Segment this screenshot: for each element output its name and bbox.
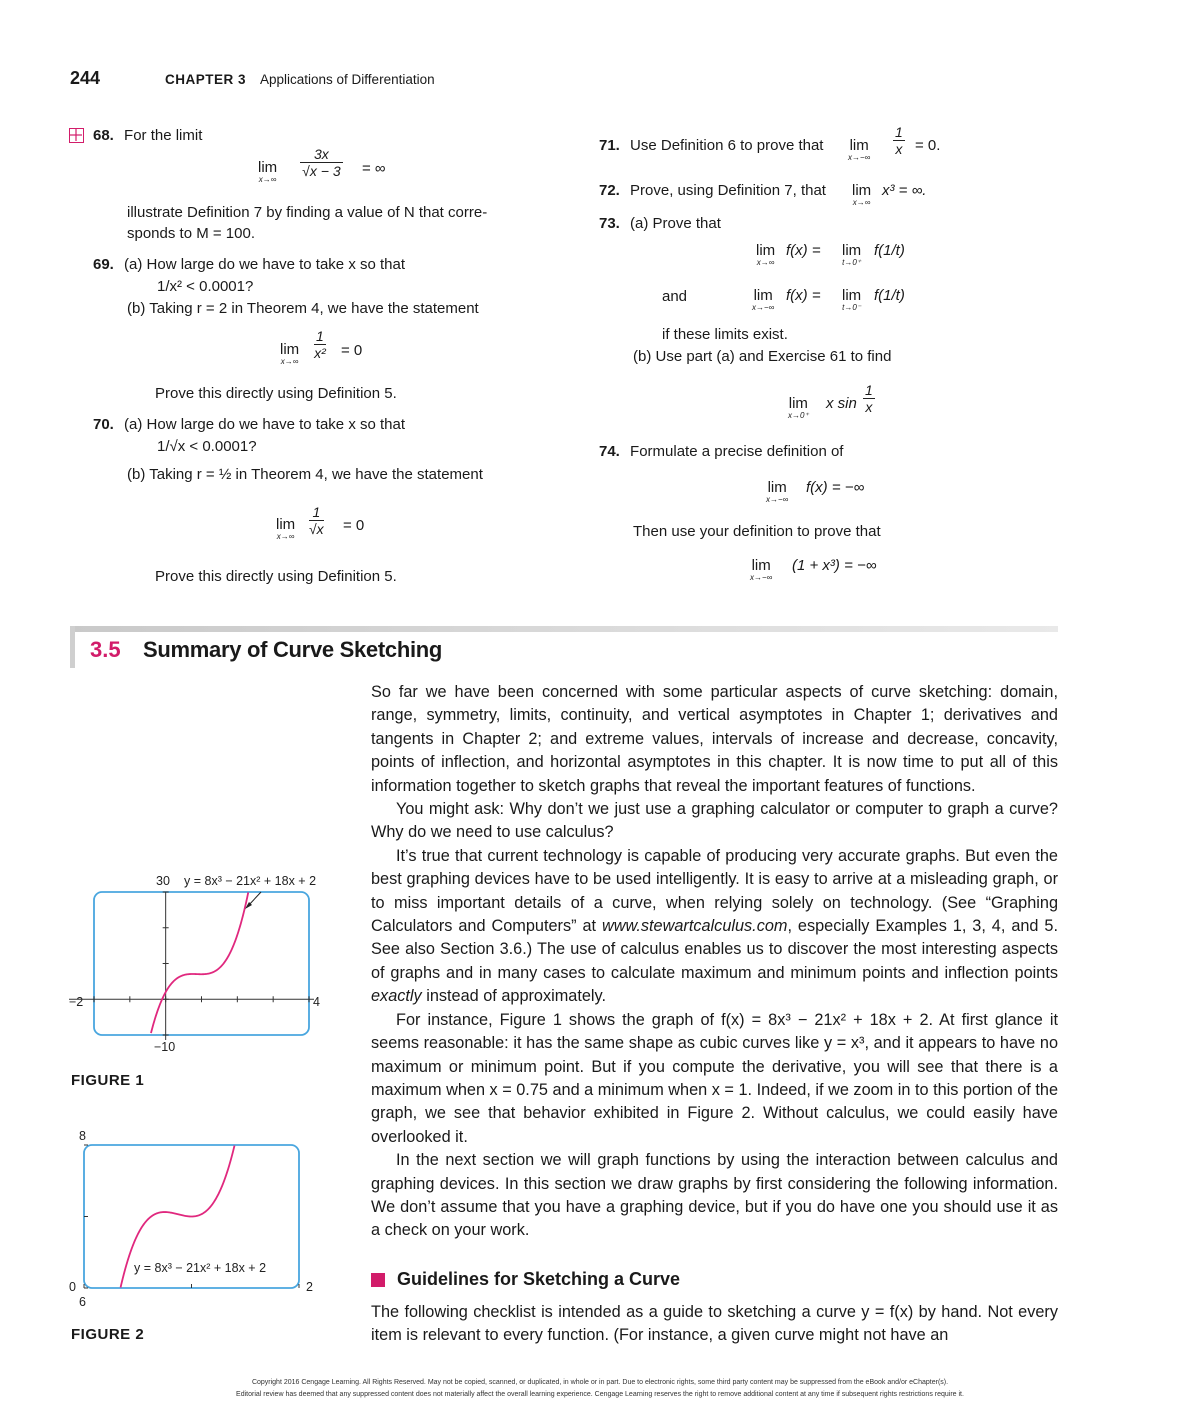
y-min-label: −10 bbox=[154, 1040, 176, 1054]
limit-function: f(1/t) bbox=[874, 242, 905, 259]
limit-expression: lim t→0⁻ bbox=[842, 287, 862, 312]
exercise-text: (b) Taking r = 2 in Theorem 4, we have the statement bbox=[127, 300, 479, 317]
exercise-72: 72. Prove, using Definition 7, that bbox=[599, 182, 826, 199]
website-link[interactable]: www.stewartcalculus.com bbox=[601, 917, 788, 936]
exercise-text: (b) Taking r = ½ in Theorem 4, we have the statement bbox=[127, 466, 483, 483]
y-min-label: 6 bbox=[79, 1295, 86, 1309]
guidelines-square-icon bbox=[371, 1273, 385, 1287]
and-label: and bbox=[662, 288, 688, 305]
exercise-text: 1/√x < 0.0001? bbox=[157, 438, 257, 455]
fraction: $\frac{3x}{√x - 3}$ bbox=[300, 146, 343, 179]
equation-label: y = 8x³ − 21x² + 18x + 2 bbox=[134, 1261, 267, 1275]
exercise-text: illustrate Definition 7 by finding a value of N that corre- bbox=[127, 204, 488, 221]
equation-label: y = 8x³ − 21x² + 18x + 2 bbox=[184, 874, 317, 888]
exercise-text: if these limits exist. bbox=[662, 326, 788, 343]
limit-expression: lim x→∞ bbox=[852, 182, 872, 207]
figure-2-label: FIGURE 2 bbox=[71, 1326, 145, 1343]
limit-result: = 0 bbox=[343, 517, 365, 534]
copyright-line: Copyright 2016 Cengage Learning. All Rights Reserved. May not be copied, scanned, or duplicated, in whole or in part. Due to electronic rights, some third party content may be suppressed from the eBook and/or eChapter(s). bbox=[251, 1379, 949, 1386]
limit-expression: lim x→∞ bbox=[276, 516, 296, 541]
page-number: 244 bbox=[70, 68, 101, 88]
paragraph: The following checklist is intended as a guide to sketching a curve y = f(x) by hand. Not every item is relevant to every function. (For instance, a given curve might not have an bbox=[371, 1303, 1058, 1345]
exercise-number: 68. bbox=[93, 127, 114, 144]
limit-expression: lim x→∞ bbox=[756, 242, 776, 267]
exercise-text: For the limit bbox=[124, 127, 203, 144]
section-header-accent bbox=[70, 626, 75, 668]
section-title: Summary of Curve Sketching bbox=[143, 637, 443, 662]
figure-1-label: FIGURE 1 bbox=[71, 1072, 145, 1089]
figure-1-chart bbox=[64, 865, 364, 1060]
limit-result: = 0 bbox=[341, 342, 363, 359]
chapter-label: CHAPTER 3 bbox=[165, 72, 247, 87]
limit-result: = ∞ bbox=[362, 160, 386, 177]
plot-frame bbox=[94, 892, 309, 1035]
exercise-69: 69. (a) How large do we have to take x so that bbox=[93, 256, 406, 273]
exercise-text: sponds to M = 100. bbox=[127, 225, 255, 242]
paragraph: It’s true that current technology is capable of producing very accurate graphs. But even the best graphing devices have to be used intelligently. It is easy to arrive at a misleading graph, or to miss important details of a curve, when relying solely on technology. (See “Graphing Calculators and Computers” at www.stewartcalculus.com, especially Examples 1, 3, 4, and 5. See also Section 3.6.) The use of calculus enables us to discover the most interesting aspects of graphs and in many cases to calculate maximum and minimum points and inflection points exactly instead of approximately. bbox=[371, 846, 1058, 1006]
fraction: $\frac{1}{x}$ bbox=[865, 382, 873, 415]
limit-function: f(x) = bbox=[786, 242, 821, 259]
guidelines-heading: Guidelines for Sketching a Curve bbox=[397, 1269, 681, 1289]
limit-expression: lim x→−∞ bbox=[766, 479, 789, 504]
y-max-label: 8 bbox=[79, 1129, 86, 1143]
y-max-label: 30 bbox=[156, 874, 170, 888]
exercise-text: 1/x² < 0.0001? bbox=[157, 278, 254, 295]
copyright-line: Editorial review has deemed that any suppressed content does not materially affect the overall learning experience. Cengage Learning reserves the right to remove additional content at any time if subsequent rights restrictions require it. bbox=[236, 1391, 964, 1398]
paragraph: You might ask: Why don’t we just use a graphing calculator or computer to graph a curve? Why do we need to use calculus? bbox=[371, 800, 1058, 842]
limit-function: x sin bbox=[826, 395, 857, 412]
limit-result: x³ = ∞. bbox=[882, 182, 927, 199]
x-max-label: 4 bbox=[313, 995, 320, 1009]
fraction: $\frac{1}{√x}$ bbox=[309, 504, 324, 537]
limit-expression: lim x→−∞ bbox=[848, 137, 871, 162]
x-min-label: 0 bbox=[69, 1280, 76, 1294]
x-min-label: −2 bbox=[69, 995, 84, 1009]
exercise-74: 74. Formulate a precise definition of bbox=[599, 443, 844, 460]
limit-expression: lim x→0⁺ bbox=[788, 395, 809, 420]
fraction: $\frac{1}{x}$ bbox=[895, 124, 903, 157]
section-header-bar bbox=[70, 626, 1058, 632]
limit-expression: lim x→∞ bbox=[258, 159, 278, 184]
exercise-70: 70. (a) How large do we have to take x so that bbox=[93, 416, 406, 433]
limit-function: (1 + x³) = −∞ bbox=[792, 557, 877, 574]
exercise-text: Prove this directly using Definition 5. bbox=[155, 568, 397, 585]
chapter-title: Applications of Differentiation bbox=[260, 72, 435, 87]
limit-expression: lim t→0⁺ bbox=[842, 242, 862, 267]
section-number: 3.5 bbox=[90, 637, 121, 662]
limit-function: f(x) = −∞ bbox=[806, 479, 865, 496]
x-max-label: 2 bbox=[306, 1280, 313, 1294]
limit-expression: lim x→∞ bbox=[280, 341, 300, 366]
exercise-73: 73. (a) Prove that bbox=[599, 215, 721, 232]
limit-expression: lim x→−∞ bbox=[750, 557, 773, 582]
paragraph: So far we have been concerned with some particular aspects of curve sketching: domain, range, symmetry, limits, continuity, and vertical asymptotes in Chapter 1; derivatives and tangents in Chapter 2; and extreme values, intervals of increase and decrease, concavity, points of inflection, and horizontal asymptotes in this chapter. It is now time to put all of this information together to sketch graphs that reveal the important features of functions. bbox=[371, 683, 1058, 795]
limit-function: f(x) = bbox=[786, 287, 821, 304]
limit-function: f(1/t) bbox=[874, 287, 905, 304]
exercise-text: Prove this directly using Definition 5. bbox=[155, 385, 397, 402]
exercise-71: 71. Use Definition 6 to prove that bbox=[599, 137, 824, 154]
exercise-68 bbox=[93, 125, 202, 147]
limit-expression: lim x→−∞ bbox=[752, 287, 775, 312]
body-text bbox=[371, 681, 1058, 1243]
paragraph: In the next section we will graph functions by using the interaction between calculus and graphing devices. In this section we draw graphs by first considering the following information. We don’t assume that you have a graphing device, but if you do have one you should use it as a check on your work. bbox=[371, 1151, 1058, 1240]
graphing-device-icon bbox=[69, 128, 84, 143]
limit-result: = 0. bbox=[915, 137, 941, 154]
fraction: $\frac{1}{\text{x²}}$ bbox=[314, 328, 326, 361]
paragraph: For instance, Figure 1 shows the graph of f(x) = 8x³ − 21x² + 18x + 2. At first glance it seems reasonable: it has the same shape as cubic curves like y = x³, and it appears to have no maximum or minimum point. But if you compute the derivative, you will see that there is a maximum when x = 0.75 and a minimum when x = 1. Indeed, if we zoom in to this portion of the graph, we see that behavior exhibited in Figure 2. Without calculus, we could easily have overlooked it. bbox=[371, 1010, 1058, 1146]
exercise-text: Then use your definition to prove that bbox=[633, 523, 881, 540]
exercise-text: (b) Use part (a) and Exercise 61 to find bbox=[633, 348, 892, 365]
figure-2-chart bbox=[64, 1125, 364, 1315]
